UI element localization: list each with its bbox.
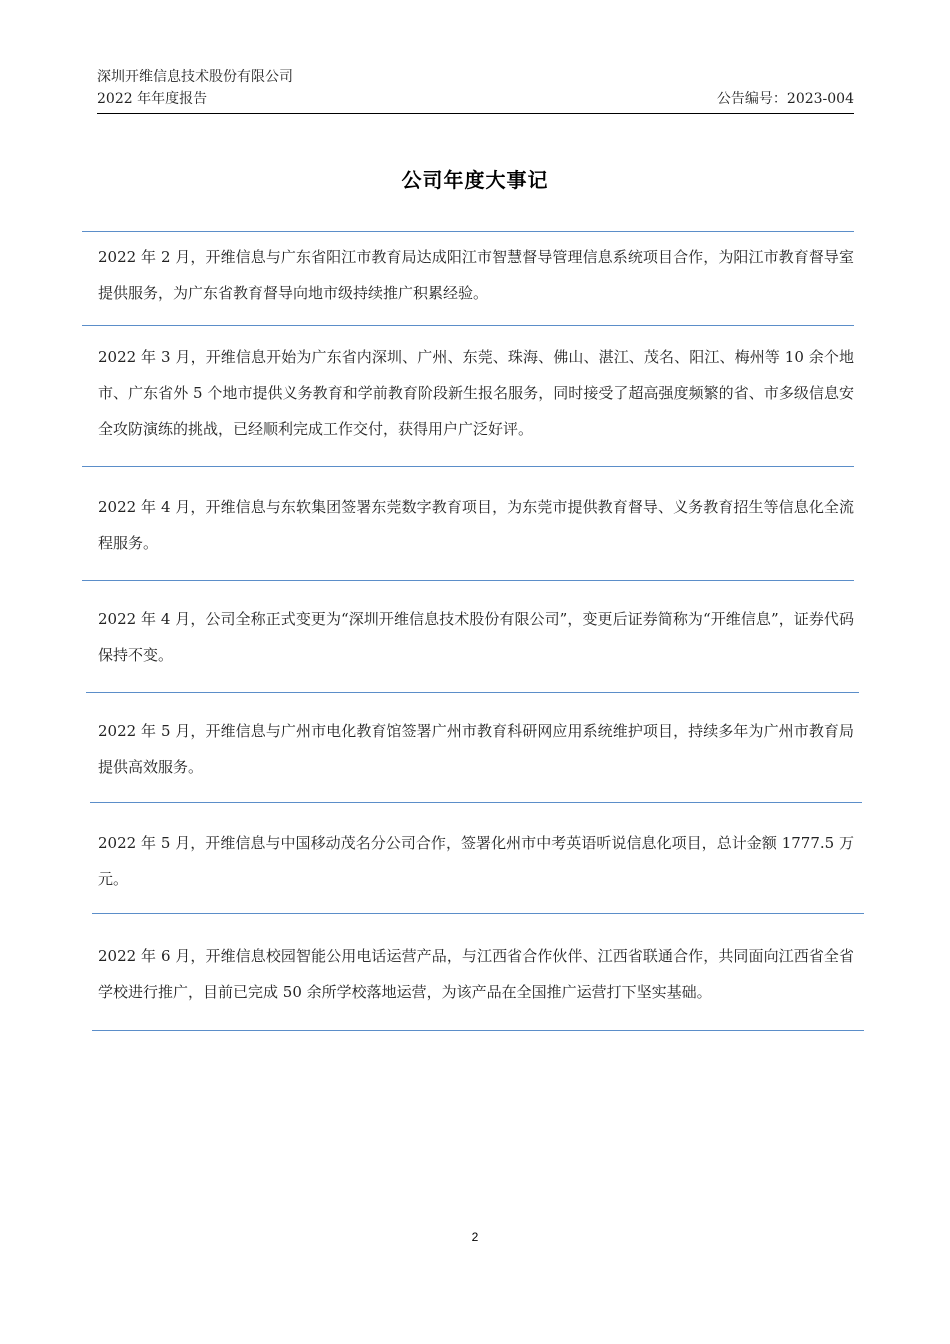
section-divider bbox=[82, 231, 854, 232]
page-title: 公司年度大事记 bbox=[401, 168, 549, 192]
report-label: 2022 年年度报告 bbox=[97, 91, 208, 107]
section-divider bbox=[92, 913, 864, 914]
event-item: 2022 年 5 月，开维信息与广州市电化教育馆签署广州市教育科研网应用系统维护项目，持续多年为广州市教育局提供高效服务。 bbox=[98, 722, 854, 776]
event-item: 2022 年 4 月，开维信息与东软集团签署东莞数字教育项目，为东莞市提供教育督导、义务教育招生等信息化全流程服务。 bbox=[98, 498, 854, 552]
header-divider bbox=[97, 113, 854, 114]
section-divider bbox=[92, 1030, 864, 1031]
section-divider bbox=[82, 580, 854, 581]
section-divider bbox=[90, 802, 862, 803]
section-divider bbox=[82, 466, 854, 467]
page-number: 2 bbox=[471, 1230, 479, 1244]
header-row bbox=[97, 88, 854, 110]
event-item: 2022 年 4 月，公司全称正式变更为“深圳开维信息技术股份有限公司”，变更后证券简称为“开维信息”，证券代码保持不变。 bbox=[98, 610, 854, 664]
event-item: 2022 年 3 月，开维信息开始为广东省内深圳、广州、东莞、珠海、佛山、湛江、茂名、阳江、梅州等 10 余个地市、广东省外 5 个地市提供义务教育和学前教育阶段新生报名服务，同时接受了超高强度频繁的省、市多级信息安全攻防演练的挑战，已经顺利完成工作交付，获得用户广泛好评。 bbox=[98, 348, 854, 438]
event-item: 2022 年 6 月，开维信息校园智能公用电话运营产品，与江西省合作伙伴、江西省联通合作，共同面向江西省全省学校进行推广，目前已完成 50 余所学校落地运营，为该产品在全国推广运营打下坚实基础。 bbox=[98, 947, 854, 1001]
company-name: 深圳开维信息技术股份有限公司 bbox=[97, 69, 293, 85]
section-divider bbox=[86, 692, 859, 693]
event-item: 2022 年 5 月，开维信息与中国移动茂名分公司合作，签署化州市中考英语听说信息化项目，总计金额 1777.5 万元。 bbox=[98, 834, 854, 888]
announcement-number: 公告编号：2023-004 bbox=[716, 91, 854, 107]
section-divider bbox=[82, 325, 854, 326]
event-item: 2022 年 2 月，开维信息与广东省阳江市教育局达成阳江市智慧督导管理信息系统项目合作，为阳江市教育督导室提供服务，为广东省教育督导向地市级持续推广积累经验。 bbox=[98, 248, 854, 302]
page-header bbox=[97, 66, 854, 110]
